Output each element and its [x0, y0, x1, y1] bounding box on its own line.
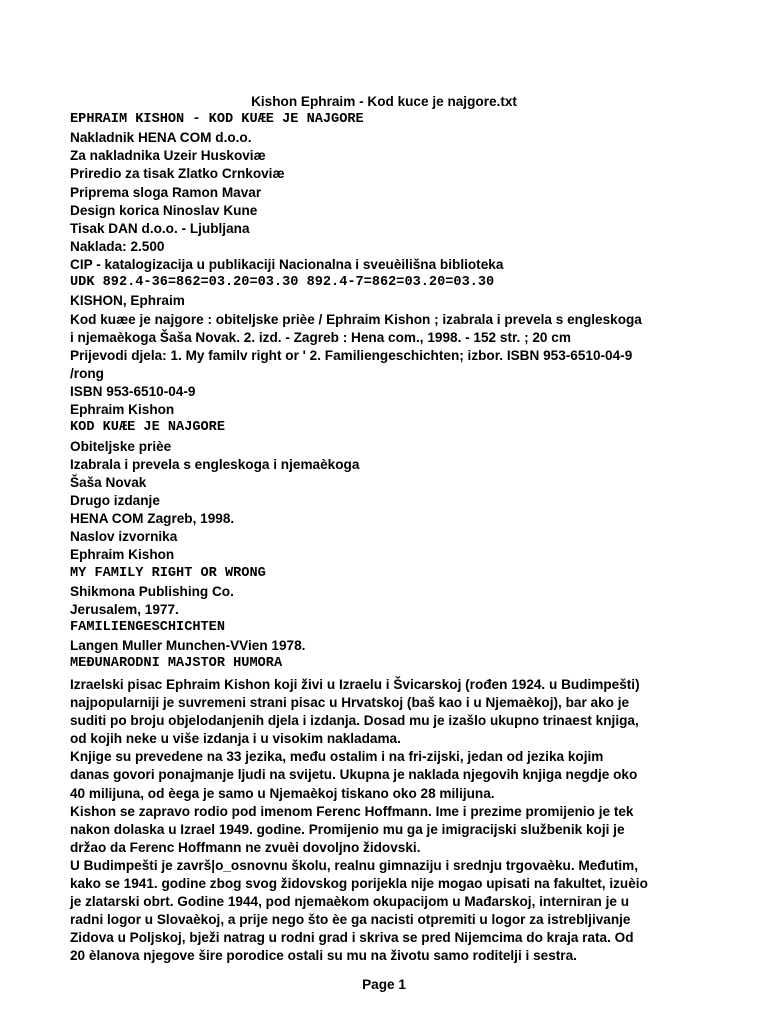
book-subtitle: Obiteljske prièe [70, 438, 172, 454]
body-line: Kishon se zapravo rodio pod imenom Ferenc Hoffmann. Ime i prezime promijenio je tek [70, 803, 634, 819]
udk-line: UDK 892.4-36=862=03.20=03.30 892.4-7=862=03.20=03.30 [70, 275, 495, 291]
translations-line: Prijevodi djela: 1. My familv right or ' 2. Familiengeschichten; izbor. ISBN 953-6510-04-9 [70, 347, 633, 363]
author-entry-line: KISHON, Ephraim [70, 293, 185, 309]
publisher-place-line: HENA COM Zagreb, 1998. [70, 511, 235, 527]
original-author: Ephraim Kishon [70, 547, 175, 563]
cip-line: CIP - katalogizacija u publikaciji Nacionalna i sveuèilišna biblioteka [70, 257, 504, 273]
book-title: KOD KUÆE JE NAJGORE [70, 420, 225, 436]
catalog-entry-line-2: i njemaèkoga Šaša Novak. 2. izd. - Zagreb : Hena com., 1998. - 152 str. ; 20 cm [70, 329, 571, 345]
translation-credit: Izabrala i prevela s engleskoga i njemaèkoga [70, 456, 360, 472]
body-line: U Budimpešti je završ|o_osnovnu školu, realnu gimnaziju i srednju trgovaèku. Međutim, [70, 857, 639, 873]
book-heading: EPHRAIM KISHON - KOD KUÆE JE NAJGORE [70, 112, 364, 127]
body-line: kako se 1941. godine zbog svog židovskog porijekla nije mogao upisati na fakultet, izuèio [70, 876, 648, 892]
original-title-label: Naslov izvornika [70, 529, 178, 545]
cover-design-line: Design korica Ninoslav Kune [70, 202, 258, 218]
document-title: Kishon Ephraim - Kod kuce je najgore.txt [251, 94, 517, 109]
printer-line: Tisak DAN d.o.o. - Ljubljana [70, 220, 250, 236]
body-line: suditi po broju objelodanjenih djela i izdanja. Dosad mu je izašlo ukupno trinaest knjiga, [70, 713, 639, 729]
body-line: Zidova u Poljskoj, bježi natrag u rodni grad i skriva se pred Nijemcima do kraja rata. Od [70, 930, 634, 946]
front-matter [70, 111, 710, 673]
author-name: Ephraim Kishon [70, 402, 175, 418]
print-run-line: Naklada: 2.500 [70, 238, 165, 254]
body-line: 40 milijuna, od èega je samo u Njemaèkoj tiskano oko 28 milijuna. [70, 785, 495, 801]
section-heading: MEĐUNARODNI MAJSTOR HUMORA [70, 656, 283, 672]
original-title-english: MY FAMILY RIGHT OR WRONG [70, 565, 266, 581]
isbn-line: ISBN 953-6510-04-9 [70, 384, 196, 400]
body-line: Izraelski pisac Ephraim Kishon koji živi u Izraelu i Švicarskoj (rođen 1924. u Budimpešti) [70, 677, 640, 692]
publisher-line: Nakladnik HENA COM d.o.o. [70, 130, 252, 146]
original-title-german: FAMILIENGESCHICHTEN [70, 619, 225, 635]
translations-line-cont: /rong [70, 365, 104, 381]
body-line: Knjige su prevedene na 33 jezika, među ostalim i na fri-zijski, jedan od jezika kojim [70, 749, 604, 765]
body-line: nakon dolaska u Izrael 1949. godine. Promijenio mu ga je imigracijski službenik koji je [70, 821, 625, 837]
body-line: radni logor u Slovaèkoj, a prije nego što èe ga nacisti otpremiti u logor za istrebljivanje [70, 912, 631, 928]
body-line: 20 èlanova njegove šire porodice ostali su mu na životu samo roditelji i sestra. [70, 948, 577, 964]
body-line: od kojih neke u više izdanja i u visokim nakladama. [70, 731, 401, 747]
original-publisher: Shikmona Publishing Co. [70, 583, 234, 599]
body-line: danas govori ponajmanje ljudi na svijetu. Ukupna je naklada njegovih knjiga negdje oko [70, 767, 638, 783]
original-place-year: Jerusalem, 1977. [70, 601, 179, 617]
body-line: držao da Ferenc Hoffmann ne zvuèi dovoljno židovski. [70, 839, 421, 855]
publisher-rep-line: Za nakladnika Uzeir Huskoviæ [70, 148, 266, 164]
german-publisher: Langen Muller Munchen-VVien 1978. [70, 638, 306, 654]
page-number: Page 1 [362, 977, 406, 992]
body-line: najpopularniji je suvremeni strani pisac u Hrvatskoj (baš kao i u Njemaèkoj), bar ako je [70, 695, 630, 711]
editor-line: Priredio za tisak Zlatko Crnkoviæ [70, 166, 285, 182]
body-line: je zlatarski obrt. Godine 1944, pod njemaèkom okupacijom u Mađarskoj, interniran je u [70, 894, 630, 910]
typesetting-line: Priprema sloga Ramon Mavar [70, 184, 262, 200]
catalog-entry-line-1: Kod kuæe je najgore : obiteljske prièe / Ephraim Kishon ; izabrala i prevela s engleskoga [70, 311, 642, 327]
edition-line: Drugo izdanje [70, 492, 160, 508]
biography-text [70, 676, 710, 966]
translator-name: Šaša Novak [70, 474, 147, 490]
